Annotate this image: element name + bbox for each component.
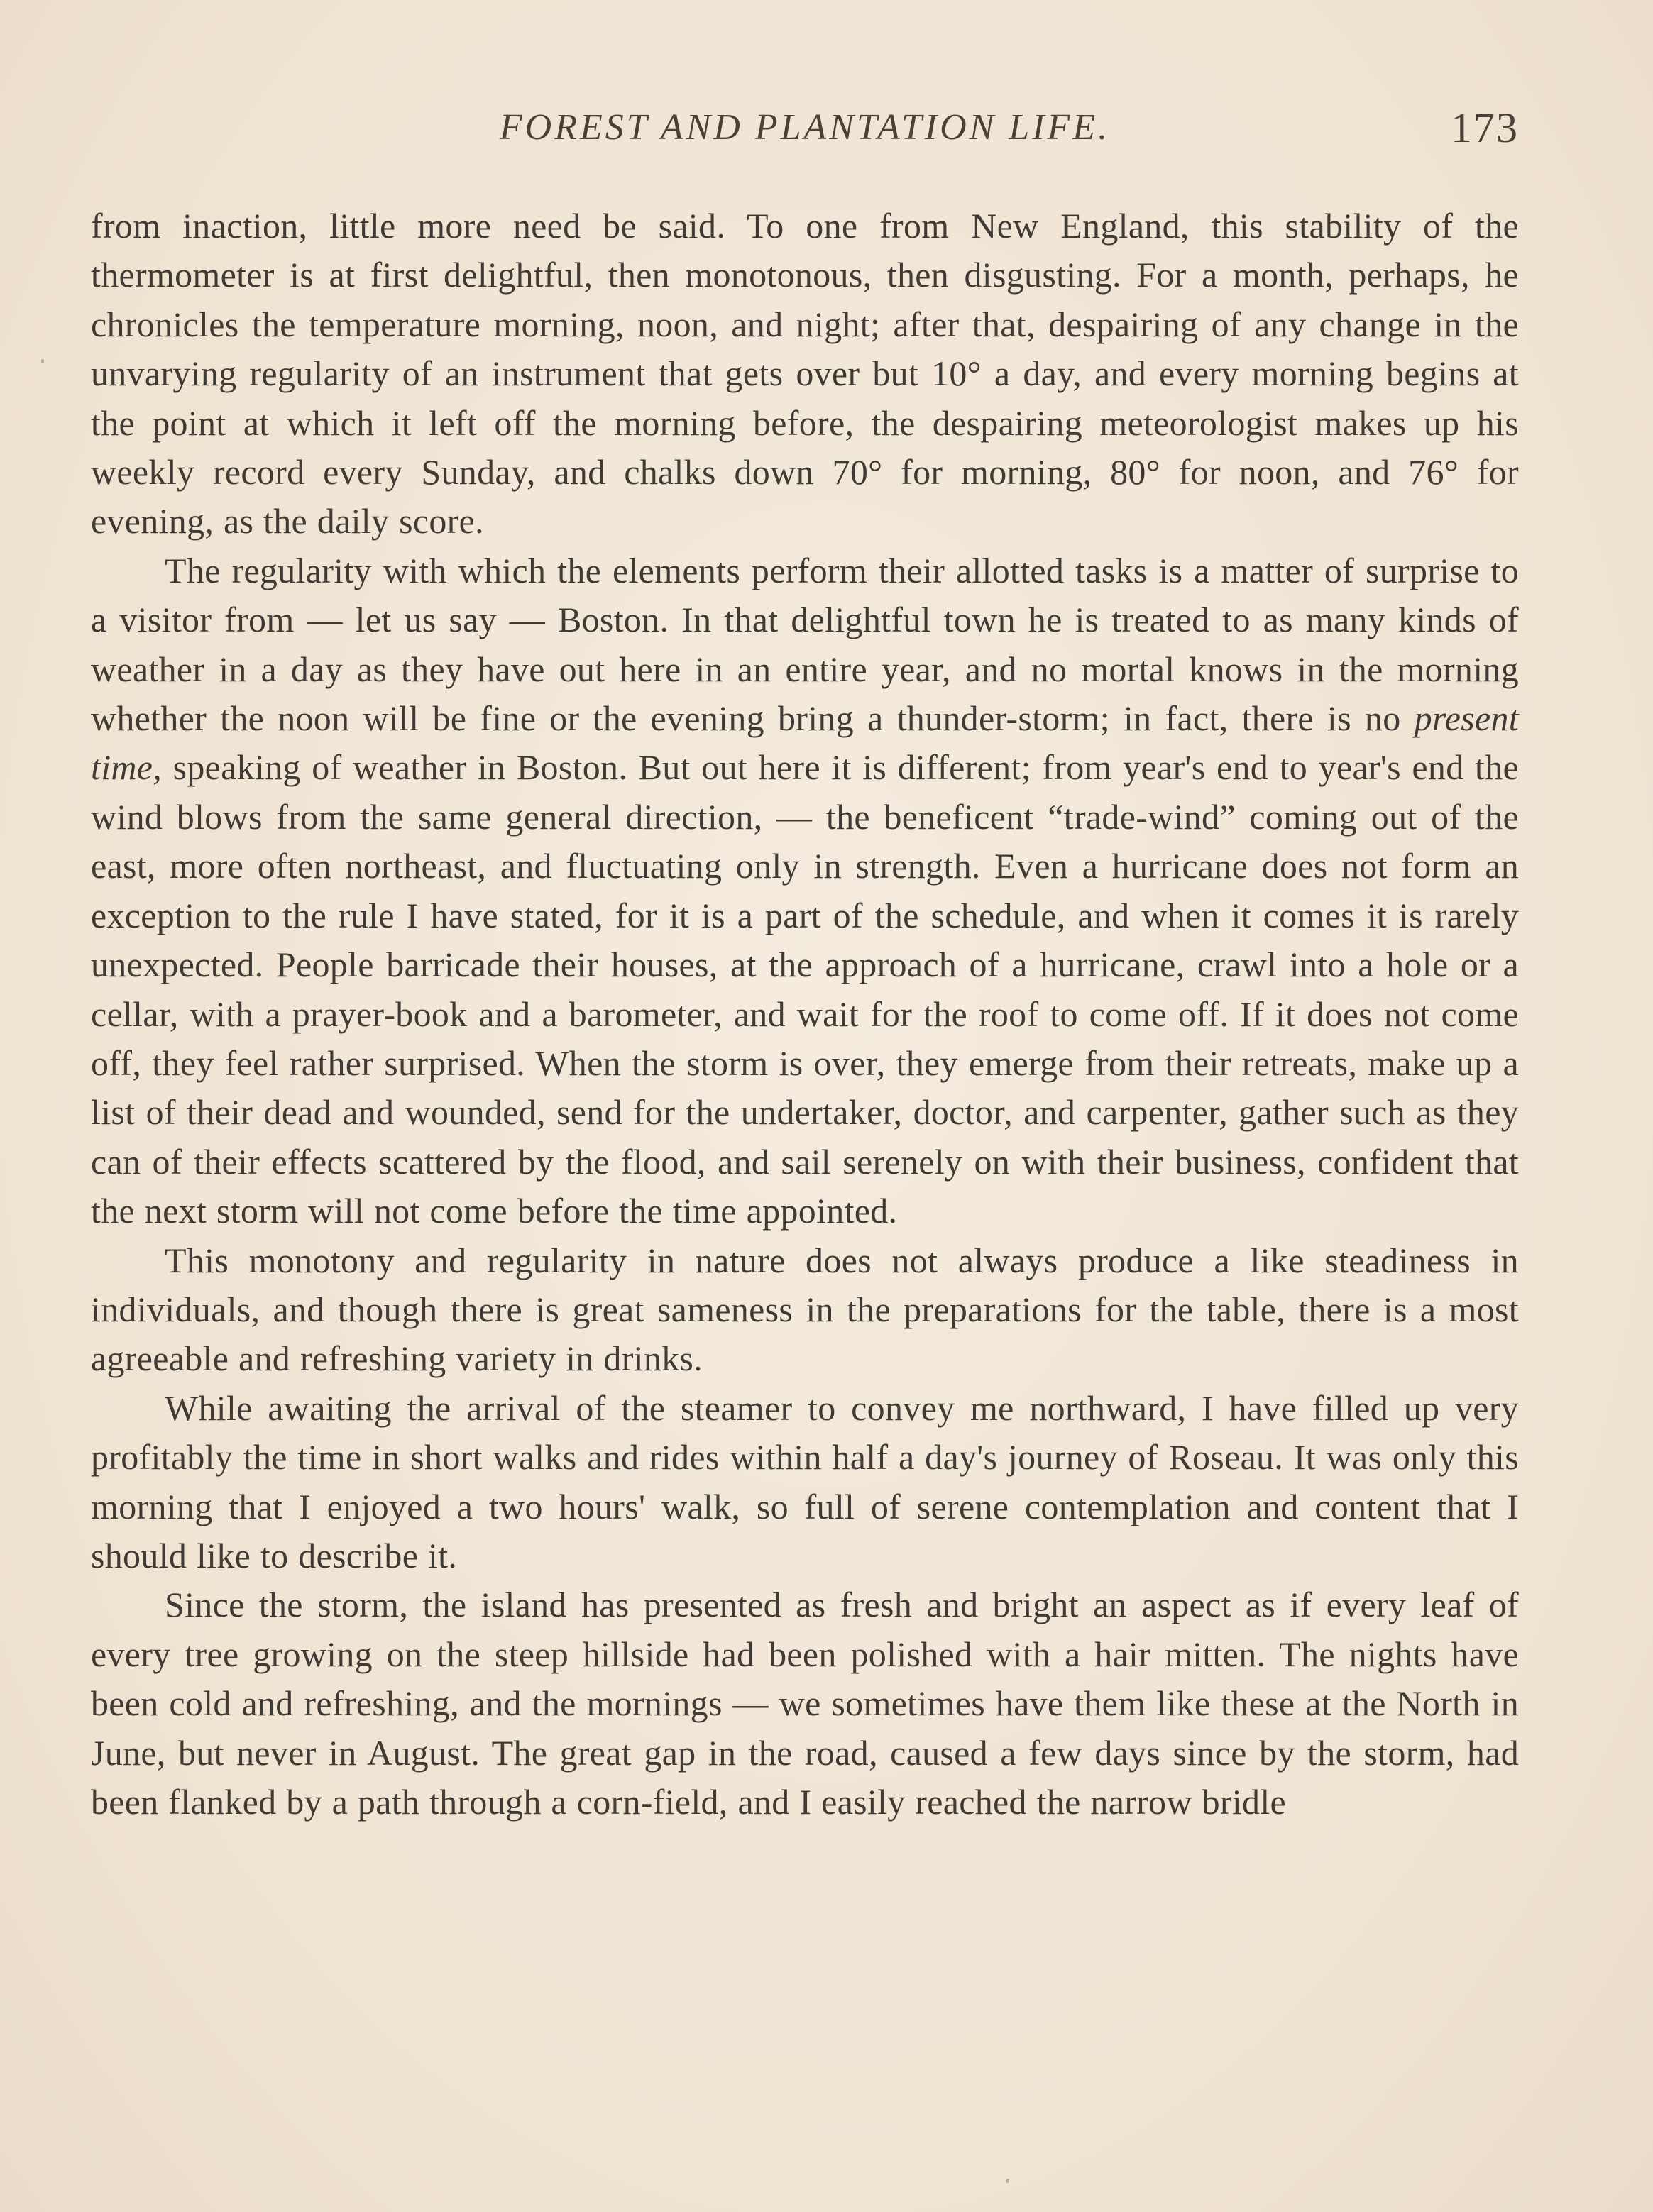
paragraph-2 — [91, 546, 1519, 1236]
page-number: 173 — [1451, 104, 1519, 151]
paragraph-1: from inaction, little more need be said. To one from New England, this stability of the thermometer is at first delightful, then monotonous, then disgusting. For a month, perhaps, he chronicles the temperature morning, noon, and night; after that, despairing of any change in the unvarying regularity of an instrument that gets over but 10° a day, and every morning begins at the point at which it left off the morning before, the despairing meteorologist makes up his weekly record every Sunday, and chalks down 70° for morning, 80° for noon, and 76° for evening, as the daily score. — [91, 206, 1519, 541]
paper-speck — [1006, 2179, 1009, 2183]
paragraph-2-emphasis: present time, — [91, 698, 1519, 788]
paragraph-5: Since the storm, the island has presented as fresh and bright an aspect as if every leaf of every tree growing on the steep hillside had been polished with a hair mitten. The nights have been cold and refreshing, and the mornings — we sometimes have them like these at the North in June, but never in August. The great gap in the road, caused a few days since by the storm, had been flanked by a path through a corn-field, and I easily reached the narrow bridle — [91, 1585, 1519, 1822]
paragraph-2-part-2: speaking of weather in Boston. But out here it is different; from year's end to year's end the wind blows from the same general direction, — the beneficent “trade-wind” coming out of the east, more often northeast, and fluctuating only in strength. Even a hurricane does not form an exception to the rule I have stated, for it is a part of the schedule, and when it comes it is rarely unexpected. People barricade their houses, at the approach of a hurricane, crawl into a hole or a cellar, with a prayer-book and a barometer, and wait for the roof to come off. If it does not come off, they feel rather surprised. When the storm is over, they emerge from their retreats, make up a list of their dead and wounded, send for the undertaker, doctor, and carpenter, gather such as they can of their effects scattered by the flood, and sail serenely on with their business, confident that the next storm will not come before the time appointed. — [91, 747, 1519, 1231]
body-text — [91, 202, 1519, 1827]
paragraph-4: While awaiting the arrival of the steamer to convey me northward, I have filled up very profitably the time in short walks and rides within half a day's journey of Roseau. It was only this morning that I enjoyed a two hours' walk, so full of serene contemplation and content that I should like to describe it. — [91, 1387, 1519, 1575]
running-title: FOREST AND PLANTATION LIFE. — [499, 107, 1111, 148]
paragraph-3: This monotony and regularity in nature does not always produce a like steadiness in individuals, and though there is great sameness in the preparations for the table, there is a most agreeable and refreshing variety in drinks. — [91, 1240, 1519, 1379]
running-head — [91, 106, 1519, 163]
paper-speck — [41, 359, 44, 363]
paragraph-2-part-1: The regularity with which the elements perform their allotted tasks is a matter of surprise to a visitor from — let us say — Boston. In that delightful town he is treated to as many kinds of weather in a day as they have out here in an entire year, and no mortal knows in the morning whether the noon will be fine or the evening bring a thunder-storm; in fact, there is no — [91, 550, 1519, 739]
